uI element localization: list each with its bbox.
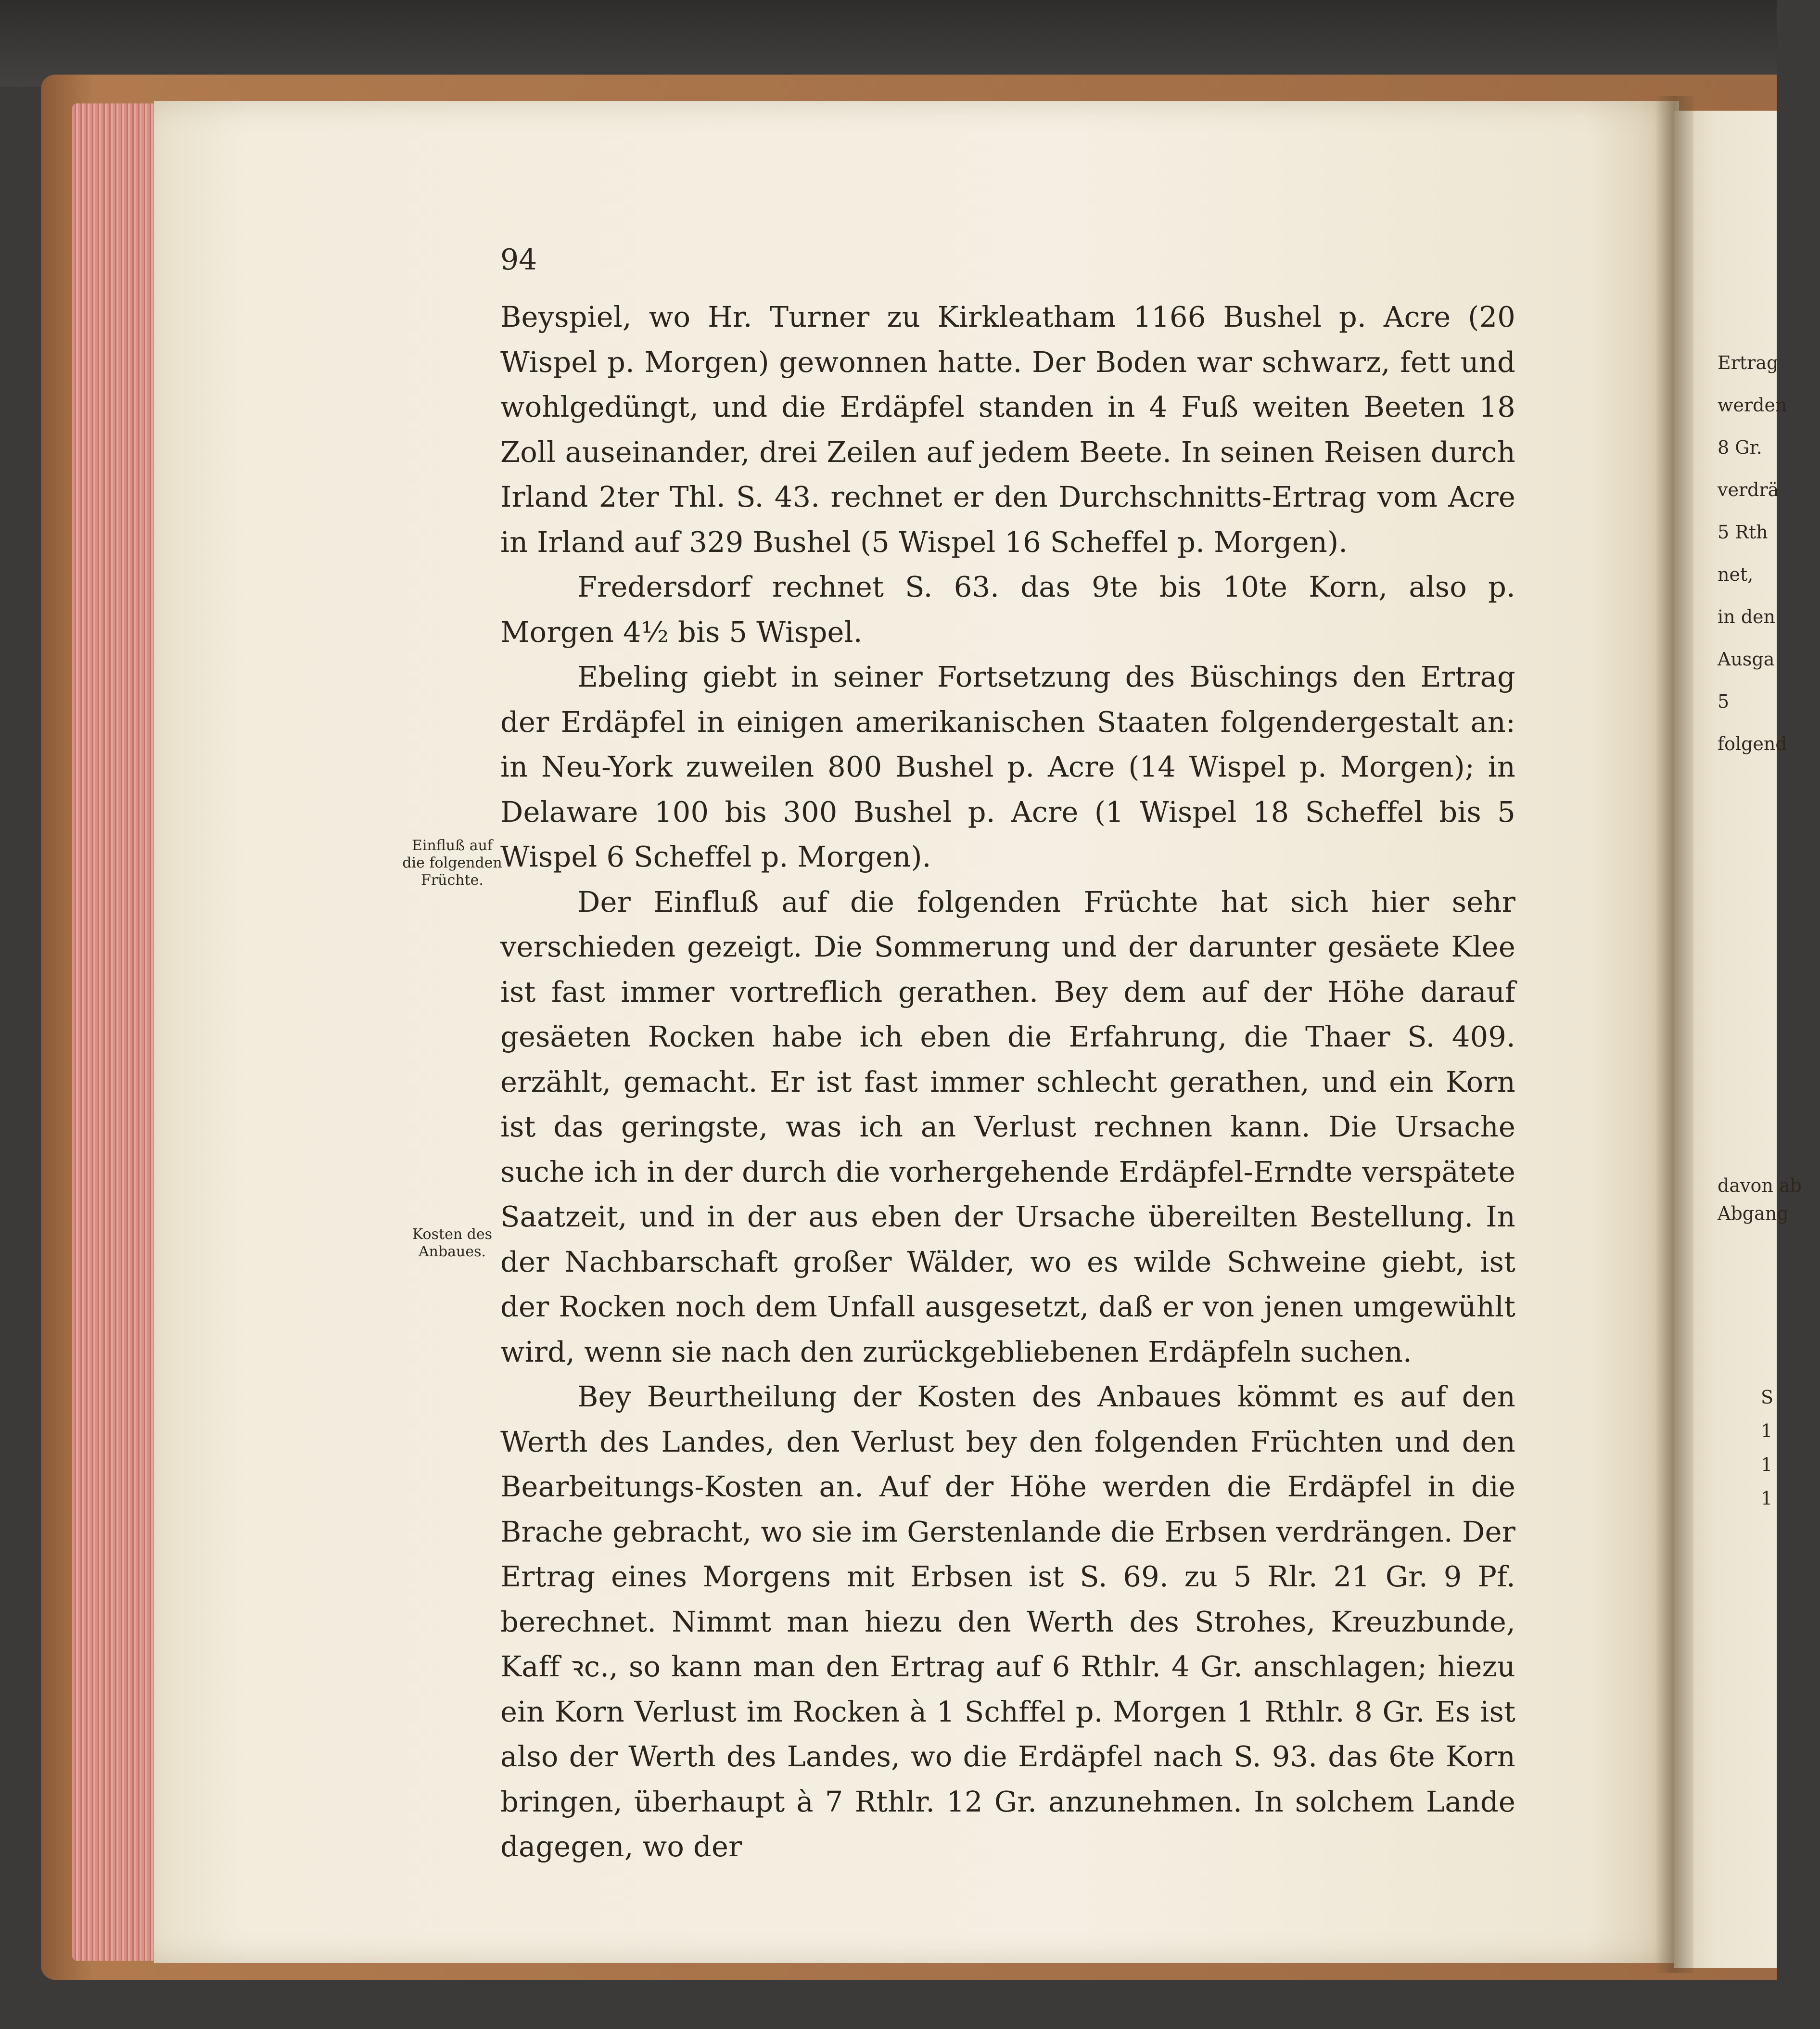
fragment: 1	[1761, 1420, 1773, 1442]
fragment: 1	[1761, 1454, 1773, 1475]
paragraph: Ebeling giebt in seiner Fortsetzung des Büschings den Ertrag der Erdäpfel in einigen amerikanischen Staaten folgendergestalt an: in Neu-York zuweilen 800 Bushel p. Acre (14 Wispel p. Morgen); in Delaware 100 bis 300 Bushel p. Acre (1 Wispel 18 Scheffel bis 5 Wispel 6 Scheffel p. Morgen).	[500, 660, 1515, 873]
fragment: net,	[1718, 564, 1754, 585]
facing-page-fragments-upper	[1718, 351, 1787, 755]
fragment: folgend	[1718, 733, 1787, 754]
fragment: werden	[1718, 395, 1787, 416]
fragment: verdrä	[1718, 479, 1779, 500]
fragment: 8 Gr.	[1718, 437, 1762, 458]
fragment: Ertrag	[1718, 352, 1779, 373]
facing-page-fragments-lower	[1761, 1386, 1820, 1510]
fragment: 5	[1718, 691, 1730, 712]
page-number: 94	[500, 243, 537, 277]
fragment: Ausga	[1718, 649, 1775, 670]
paragraph: Bey Beurtheilung der Kosten des Anbaues kömmt es auf den Werth des Landes, den Verlust bey den folgenden Früchten und den Bearbeitungs-Kosten an. Auf der Höhe werden die Erdäpfel in die Brache gebracht, wo sie im Gerstenlande die Erbsen verdrängen. Der Ertrag eines Morgens mit Erbsen ist S. 69. zu 5 Rlr. 21 Gr. 9 Pf. berechnet. Nimmt man hiezu den Werth des Strohes, Kreuzbunde, Kaff ꝛc., so kann man den Ertrag auf 6 Rthlr. 4 Gr. anschlagen; hiezu ein Korn Verlust im Rocken à 1 Schffel p. Morgen 1 Rthlr. 8 Gr. Es ist also der Werth des Landes, wo die Erdäpfel nach S. 93. das 6te Korn bringen, überhaupt à 7 Rthlr. 12 Gr. anzunehmen. In solchem Lande dagegen, wo der	[500, 1380, 1515, 1863]
margin-note-kosten: Kosten des Anbaues.	[412, 1226, 493, 1260]
fragment: 1	[1761, 1488, 1773, 1509]
facing-page-fragments-middle	[1718, 1174, 1802, 1225]
paragraph: Fredersdorf rechnet S. 63. das 9te bis 10te Korn, also p. Morgen 4½ bis 5 Wispel.	[500, 570, 1515, 649]
fragment: in den	[1718, 606, 1775, 627]
margin-note-einfluss: Einfluß auf die folgenden Früchte.	[402, 837, 502, 889]
fragment: Abgang	[1718, 1203, 1789, 1224]
body-text	[500, 294, 1515, 1869]
page-edges	[72, 103, 164, 1961]
paragraph: Der Einfluß auf die folgenden Früchte hat sich hier sehr verschieden gezeigt. Die Sommerung und der darunter gesäete Klee ist fast immer vortreflich gerathen. Bey dem auf der Höhe darauf gesäeten Rocken habe ich eben die Erfahrung, die Thaer S. 409. erzählt, gemacht. Er ist fast immer schlecht gerathen, und ein Korn ist das geringste, was ich an Verlust rechnen kann. Die Ursache suche ich in der durch die vorhergehende Erdäpfel-Erndte verspätete Saatzeit, und in der aus eben der Ursache übereilten Bestellung. In der Nachbarschaft großer Wälder, wo es wilde Schweine giebt, ist der Rocken noch dem Unfall ausgesetzt, daß er von jenen umgewühlt wird, wenn sie nach den zurückgebliebenen Erdäpfeln suchen.	[500, 885, 1515, 1368]
dark-backdrop	[0, 0, 1777, 87]
book-gutter	[1655, 96, 1693, 1973]
fragment: 5 Rth	[1718, 522, 1768, 543]
paragraph: Beyspiel, wo Hr. Turner zu Kirkleatham 1166 Bushel p. Acre (20 Wispel p. Morgen) gewonnen hatte. Der Boden war schwarz, fett und wohlgedüngt, und die Erdäpfel standen in 4 Fuß weiten Beeten 18 Zoll auseinander, drei Zeilen auf jedem Beete. In seinen Reisen durch Irland 2ter Thl. S. 43. rechnet er den Durchschnitts-Ertrag vom Acre in Irland auf 329 Bushel (5 Wispel 16 Scheffel p. Morgen).	[500, 300, 1515, 559]
fragment: davon ab	[1718, 1175, 1802, 1196]
fragment: S	[1761, 1387, 1774, 1408]
